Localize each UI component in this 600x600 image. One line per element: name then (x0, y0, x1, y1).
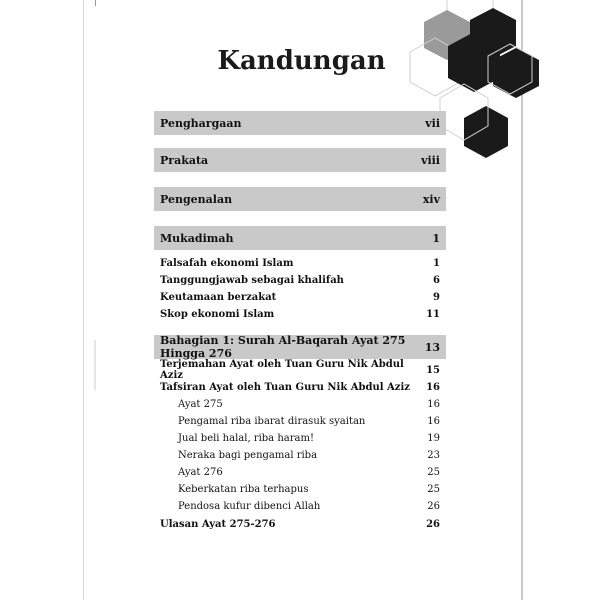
toc-section-label: Mukadimah (160, 231, 234, 245)
toc-entry-label: Ulasan Ayat 275-276 (160, 518, 276, 530)
toc-section-penghargaan (154, 111, 446, 135)
toc-sub-entry (154, 413, 446, 429)
toc-section-page: viii (421, 153, 440, 167)
toc-entry-page: 15 (426, 364, 440, 376)
toc-entry-page: 6 (433, 274, 440, 286)
toc-sub-entry-label: Jual beli halal, riba haram! (178, 432, 314, 444)
toc-entry-page: 11 (426, 308, 440, 320)
toc-entry (154, 272, 446, 288)
toc-entry-page: 16 (426, 381, 440, 393)
toc-entry (154, 289, 446, 305)
toc-sub-entry-label: Neraka bagi pengamal riba (178, 449, 318, 461)
toc-sub-entry (154, 498, 446, 514)
toc-sub-entry-page: 26 (427, 500, 440, 512)
toc-entry (154, 516, 446, 532)
toc-entry-label: Falsafah ekonomi Islam (160, 257, 294, 269)
toc-entry-label: Terjemahan Ayat oleh Tuan Guru Nik Abdul Aziz (160, 359, 404, 381)
toc-entry-label: Keutamaan berzakat (160, 291, 277, 303)
toc-sub-entry-label: Keberkatan riba terhapus (178, 483, 309, 495)
toc-sub-entry-page: 23 (427, 449, 440, 461)
toc-section-prakata (154, 148, 446, 172)
toc-entry-page: 26 (426, 518, 440, 530)
toc-section-page: 1 (432, 231, 440, 245)
toc-sub-entry-page: 19 (427, 432, 440, 444)
toc-sub-entry-label: Pengamal riba ibarat dirasuk syaitan (178, 415, 366, 427)
toc-sub-entry-page: 16 (427, 415, 440, 427)
toc-sub-entry-label: Ayat 276 (178, 466, 223, 478)
toc-section-label: Pengenalan (160, 192, 233, 206)
toc-sub-entry (154, 430, 446, 446)
toc-section-page: vii (425, 116, 440, 130)
page-corner-mark (95, 0, 96, 6)
page-edge-mark (94, 340, 96, 390)
toc-entry (154, 306, 446, 322)
toc-entry-label: Tanggungjawab sebagai khalifah (160, 274, 344, 286)
toc-section-label: Prakata (160, 153, 209, 167)
toc-entry-label: Tafsiran Ayat oleh Tuan Guru Nik Abdul Aziz (160, 381, 410, 393)
toc-section-bahagian (154, 335, 446, 359)
toc-section-page: 13 (424, 340, 440, 354)
toc-entry (154, 255, 446, 271)
toc-entry-page: 1 (433, 257, 440, 269)
toc-section-label: Penghargaan (160, 116, 242, 130)
toc-section-page: xiv (422, 192, 440, 206)
toc-sub-entry (154, 464, 446, 480)
toc-section-mukadimah (154, 226, 446, 250)
toc-entry-page: 9 (433, 291, 440, 303)
toc-entry (154, 359, 446, 381)
toc-sub-entry-label: Ayat 275 (178, 398, 223, 410)
toc-section-label: Bahagian 1: Surah Al-Baqarah Ayat 275 Hingga 276 (160, 334, 406, 360)
toc-sub-entry-label: Pendosa kufur dibenci Allah (178, 500, 321, 512)
toc-entry-label: Skop ekonomi Islam (160, 308, 275, 320)
toc-entry (154, 379, 446, 395)
toc-sub-entry-page: 16 (427, 398, 440, 410)
toc-sub-entry-page: 25 (427, 483, 440, 495)
toc-sub-entry (154, 481, 446, 497)
toc-sub-entry (154, 447, 446, 463)
toc-sub-entry-page: 25 (427, 466, 440, 478)
page-title: Kandungan (217, 46, 386, 76)
toc-sub-entry (154, 396, 446, 412)
toc-section-pengenalan (154, 187, 446, 211)
